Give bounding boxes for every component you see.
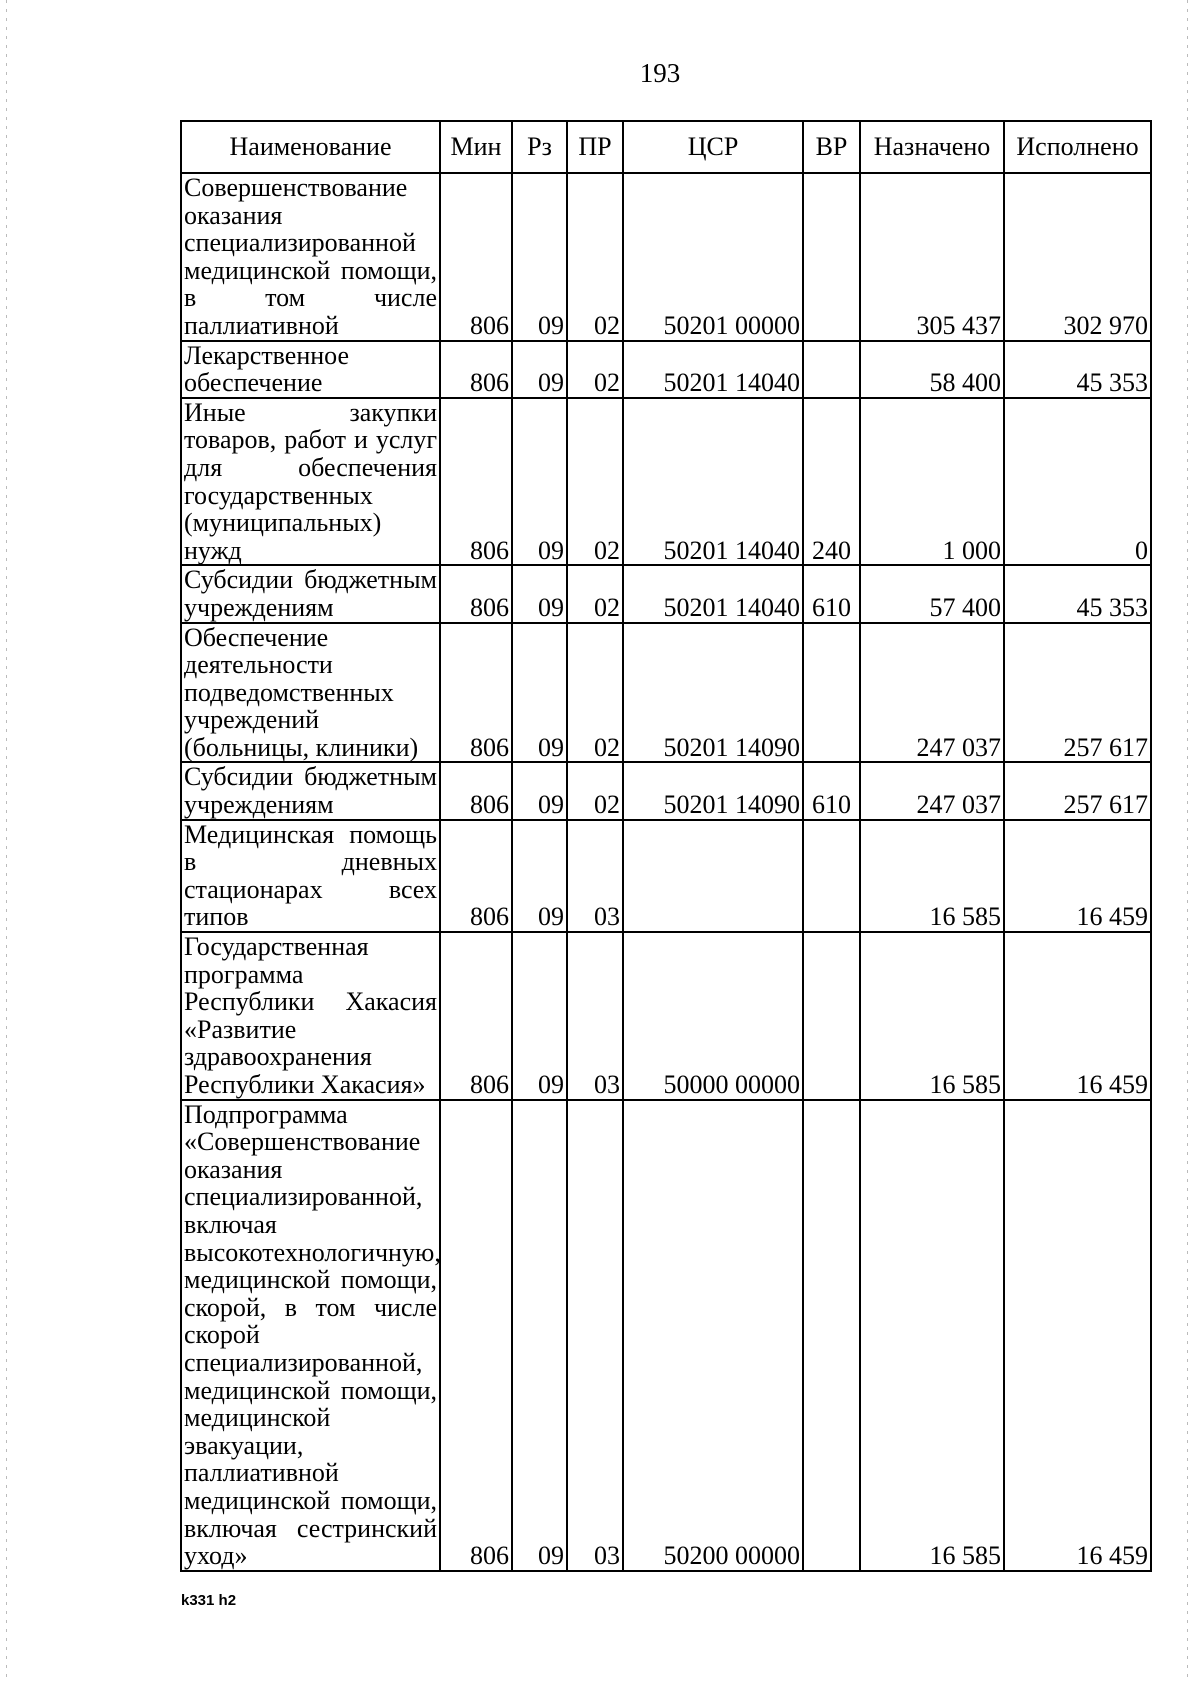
row-vr: 240 (803, 398, 860, 566)
row-executed: 302 970 (1004, 173, 1151, 341)
header-rz: Рз (512, 121, 567, 173)
row-csr: 50201 14040 (623, 341, 803, 398)
table-header-row (181, 121, 1151, 173)
row-min: 806 (440, 565, 512, 622)
row-assigned: 305 437 (860, 173, 1004, 341)
row-assigned: 16 585 (860, 820, 1004, 932)
table-row (181, 932, 1151, 1100)
row-csr: 50201 14090 (623, 762, 803, 819)
row-name: Субсидии бюджетным учреждениям (181, 565, 440, 622)
row-csr: 50201 14090 (623, 623, 803, 763)
row-vr (803, 932, 860, 1100)
row-assigned: 247 037 (860, 762, 1004, 819)
row-pr: 02 (567, 565, 623, 622)
row-rz: 09 (512, 173, 567, 341)
table-row (181, 341, 1151, 398)
budget-table (180, 120, 1152, 1572)
table-row (181, 173, 1151, 341)
row-rz: 09 (512, 565, 567, 622)
table-row (181, 623, 1151, 763)
row-rz: 09 (512, 398, 567, 566)
row-pr: 03 (567, 1100, 623, 1571)
row-vr (803, 1100, 860, 1571)
page-number: 193 (639, 58, 681, 88)
row-rz: 09 (512, 932, 567, 1100)
row-executed: 45 353 (1004, 565, 1151, 622)
row-pr: 02 (567, 173, 623, 341)
row-csr (623, 820, 803, 932)
row-vr (803, 341, 860, 398)
header-csr: ЦСР (623, 121, 803, 173)
row-pr: 03 (567, 820, 623, 932)
row-min: 806 (440, 1100, 512, 1571)
row-assigned: 16 585 (860, 932, 1004, 1100)
row-pr: 03 (567, 932, 623, 1100)
row-name: Иные закупки товаров, работ и услуг для обеспечения государственных (муниципальных) нужд (181, 398, 440, 566)
header-name: Наименование (181, 121, 440, 173)
row-min: 806 (440, 762, 512, 819)
row-csr: 50201 00000 (623, 173, 803, 341)
header-pr: ПР (567, 121, 623, 173)
row-executed: 45 353 (1004, 341, 1151, 398)
row-min: 806 (440, 341, 512, 398)
row-min: 806 (440, 398, 512, 566)
row-min: 806 (440, 173, 512, 341)
row-name: Субсидии бюджетным учреждениям (181, 762, 440, 819)
row-executed: 16 459 (1004, 932, 1151, 1100)
table-row (181, 820, 1151, 932)
right-margin-line (1187, 0, 1188, 1682)
row-executed: 257 617 (1004, 623, 1151, 763)
row-min: 806 (440, 623, 512, 763)
header-min: Мин (440, 121, 512, 173)
row-assigned: 247 037 (860, 623, 1004, 763)
row-vr: 610 (803, 762, 860, 819)
row-assigned: 16 585 (860, 1100, 1004, 1571)
row-vr (803, 173, 860, 341)
row-vr (803, 623, 860, 763)
table-row (181, 398, 1151, 566)
row-pr: 02 (567, 398, 623, 566)
header-vr: ВР (803, 121, 860, 173)
row-rz: 09 (512, 820, 567, 932)
row-vr: 610 (803, 565, 860, 622)
header-assigned: Назначено (860, 121, 1004, 173)
row-executed: 257 617 (1004, 762, 1151, 819)
row-min: 806 (440, 932, 512, 1100)
row-name: Подпрограмма «Совершенствование оказания специализированной, включая высокотехнологичную, медицинской помощи, скорой, в том числе скорой специализированной, медицинской помощи, медицинской эвакуации, паллиативной медицинской помощи, включая сестринский уход» (181, 1100, 440, 1571)
row-rz: 09 (512, 623, 567, 763)
table-row (181, 1100, 1151, 1571)
row-assigned: 57 400 (860, 565, 1004, 622)
row-name: Лекарственное обеспечение (181, 341, 440, 398)
row-executed: 16 459 (1004, 1100, 1151, 1571)
row-min: 806 (440, 820, 512, 932)
table-row (181, 762, 1151, 819)
row-pr: 02 (567, 341, 623, 398)
table-row (181, 565, 1151, 622)
row-assigned: 1 000 (860, 398, 1004, 566)
row-rz: 09 (512, 341, 567, 398)
row-name: Обеспечение деятельности подведомственных учреждений (больницы, клиники) (181, 623, 440, 763)
row-vr (803, 820, 860, 932)
row-executed: 0 (1004, 398, 1151, 566)
row-pr: 02 (567, 623, 623, 763)
row-name: Совершенствование оказания специализированной медицинской помощи, в том числе паллиативной (181, 173, 440, 341)
row-rz: 09 (512, 762, 567, 819)
row-pr: 02 (567, 762, 623, 819)
footer-code: k331 h2 (181, 1592, 237, 1609)
row-assigned: 58 400 (860, 341, 1004, 398)
row-name: Медицинская помощь в дневных стационарах всех типов (181, 820, 440, 932)
row-rz: 09 (512, 1100, 567, 1571)
row-executed: 16 459 (1004, 820, 1151, 932)
left-margin-line (6, 0, 7, 1682)
row-name: Государственная программа Республики Хакасия «Развитие здравоохранения Республики Хакасия» (181, 932, 440, 1100)
row-csr: 50000 00000 (623, 932, 803, 1100)
row-csr: 50200 00000 (623, 1100, 803, 1571)
row-csr: 50201 14040 (623, 398, 803, 566)
header-executed: Исполнено (1004, 121, 1151, 173)
row-csr: 50201 14040 (623, 565, 803, 622)
